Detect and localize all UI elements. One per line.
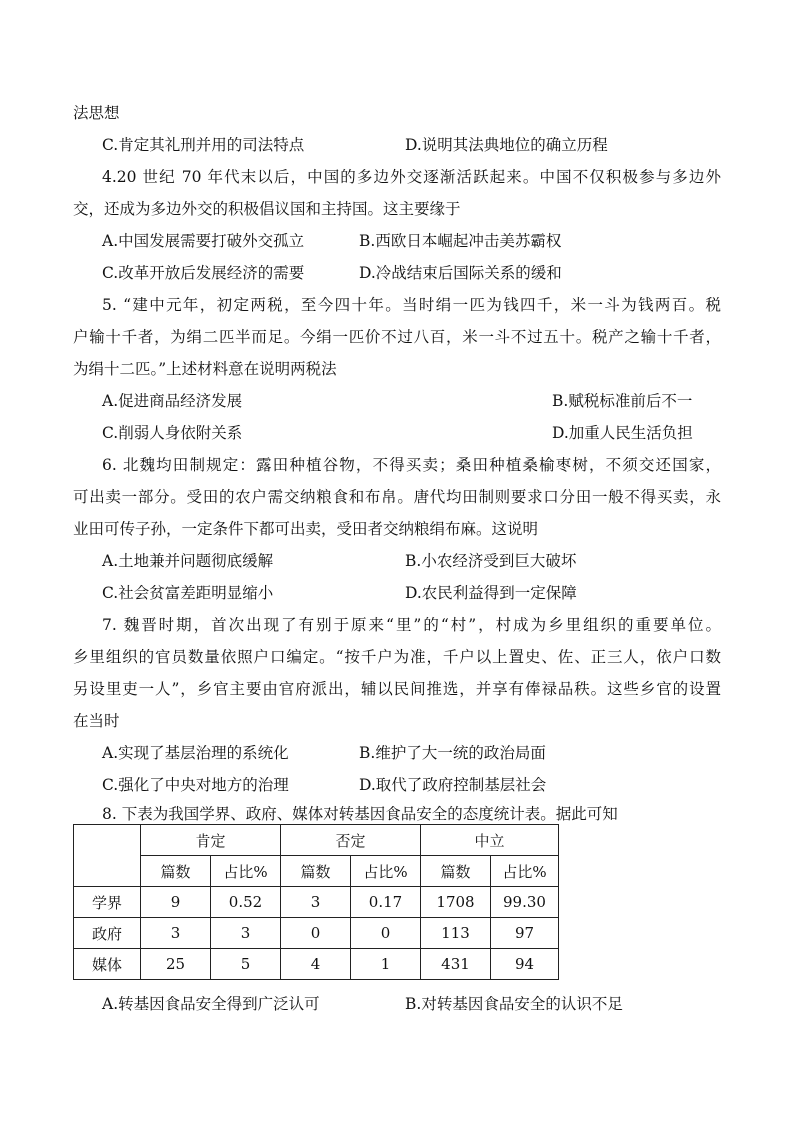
- table-cell: 25: [141, 949, 211, 980]
- q7-option-d: D.取代了政府控制基层社会: [359, 776, 547, 794]
- q3-option-d: D.说明其法典地位的确立历程: [405, 136, 608, 154]
- q7-option-c: C.强化了中央对地方的治理: [102, 776, 289, 794]
- table-cell: 1708: [421, 887, 491, 918]
- q4-stem-line1: 4.20 世纪 70 年代末以后，中国的多边外交逐渐活跃起来。中国不仅积极参与多边外: [102, 168, 721, 186]
- q6-option-a: A.土地兼并问题彻底缓解: [102, 552, 274, 570]
- q4-option-c: C.改革开放后发展经济的需要: [102, 264, 305, 282]
- table-cell: 0: [351, 918, 421, 949]
- q5-stem-line3: 为绢十二匹。”上述材料意在说明两税法: [73, 360, 337, 378]
- table-cell: 3: [211, 918, 281, 949]
- table-group-header-row: [74, 825, 559, 856]
- group-header-negative: 否定: [281, 825, 421, 856]
- table-cell: 1: [351, 949, 421, 980]
- q6-stem-line2: 可出卖一部分。受田的农户需交纳粮食和布帛。唐代均田制则要求口分田一般不得买卖，永: [73, 488, 721, 506]
- q6-option-d: D.农民利益得到一定保障: [405, 584, 577, 602]
- q5-option-a: A.促进商品经济发展: [102, 392, 243, 410]
- subheader-percent: 占比%: [211, 856, 281, 887]
- q6-stem-line3: 业田可传子孙，一定条件下都可出卖，受田者交纳粮绢布麻。这说明: [73, 520, 539, 538]
- q6-option-b: B.小农经济受到巨大破坏: [405, 552, 577, 570]
- table-subheader-row: [74, 856, 559, 887]
- q4-option-b: B.西欧日本崛起冲击美苏霸权: [359, 232, 562, 250]
- table-row: [74, 918, 559, 949]
- table-cell: 0.17: [351, 887, 421, 918]
- q7-option-a: A.实现了基层治理的系统化: [102, 744, 289, 762]
- q4-stem-line2: 交，还成为多边外交的积极倡议国和主持国。这主要缘于: [73, 200, 461, 218]
- q4-option-a: A.中国发展需要打破外交孤立: [102, 232, 305, 250]
- attitude-stats-table: [73, 824, 559, 980]
- table-cell: 0.52: [211, 887, 281, 918]
- q5-stem-line1: 5. “建中元年，初定两税，至今四十年。当时绢一匹为钱四千，米一斗为钱两百。税: [102, 296, 721, 314]
- group-header-neutral: 中立: [421, 825, 559, 856]
- table-cell: 5: [211, 949, 281, 980]
- table-cell: 113: [421, 918, 491, 949]
- table-cell: 97: [491, 918, 559, 949]
- table-cell: 4: [281, 949, 351, 980]
- table-row: [74, 887, 559, 918]
- table-cell: 3: [141, 918, 211, 949]
- table-cell: 0: [281, 918, 351, 949]
- q6-option-c: C.社会贫富差距明显缩小: [102, 584, 274, 602]
- q7-stem-line3: 另设里吏一人”，乡官主要由官府派出，辅以民间推选，并享有俸禄品秩。这些乡官的设置: [73, 680, 721, 698]
- q8-option-b: B.对转基因食品安全的认识不足: [405, 995, 623, 1013]
- q8-option-a: A.转基因食品安全得到广泛认可: [102, 995, 320, 1013]
- q6-stem-line1: 6. 北魏均田制规定：露田种植谷物，不得买卖；桑田种植桑榆枣树，不须交还国家，: [102, 456, 721, 474]
- table-cell: 9: [141, 887, 211, 918]
- table-cell: 431: [421, 949, 491, 980]
- q7-option-b: B.维护了大一统的政治局面: [359, 744, 546, 762]
- subheader-count: 篇数: [281, 856, 351, 887]
- q4-option-d: D.冷战结束后国际关系的缓和: [359, 264, 562, 282]
- q7-stem-line4: 在当时: [73, 712, 120, 730]
- group-header-positive: 肯定: [141, 825, 281, 856]
- q8-stem: 8. 下表为我国学界、政府、媒体对转基因食品安全的态度统计表。据此可知: [102, 805, 618, 823]
- row-label: 媒体: [74, 949, 141, 980]
- subheader-count: 篇数: [141, 856, 211, 887]
- table-cell: 99.30: [491, 887, 559, 918]
- table-corner-cell: [74, 825, 141, 887]
- row-label: 政府: [74, 918, 141, 949]
- table-row: [74, 949, 559, 980]
- subheader-count: 篇数: [421, 856, 491, 887]
- q3-option-c: C.肯定其礼刑并用的司法特点: [102, 136, 305, 154]
- q5-stem-line2: 户输十千者，为绢二匹半而足。今绢一匹价不过八百，米一斗不过五十。税产之输十千者，: [73, 328, 721, 346]
- q7-stem-line2: 乡里组织的官员数量依照户口编定。“按千户为准，千户以上置史、佐、正三人，依户口数: [73, 648, 721, 666]
- q5-option-b: B.赋税标准前后不一: [552, 392, 693, 410]
- continued-stem-text: 法思想: [73, 104, 120, 122]
- subheader-percent: 占比%: [491, 856, 559, 887]
- table-cell: 94: [491, 949, 559, 980]
- q5-option-c: C.削弱人身依附关系: [102, 424, 243, 442]
- q7-stem-line1: 7. 魏晋时期，首次出现了有别于原来“里”的“村”，村成为乡里组织的重要单位。: [102, 616, 721, 634]
- row-label: 学界: [74, 887, 141, 918]
- table-cell: 3: [281, 887, 351, 918]
- subheader-percent: 占比%: [351, 856, 421, 887]
- q5-option-d: D.加重人民生活负担: [552, 424, 693, 442]
